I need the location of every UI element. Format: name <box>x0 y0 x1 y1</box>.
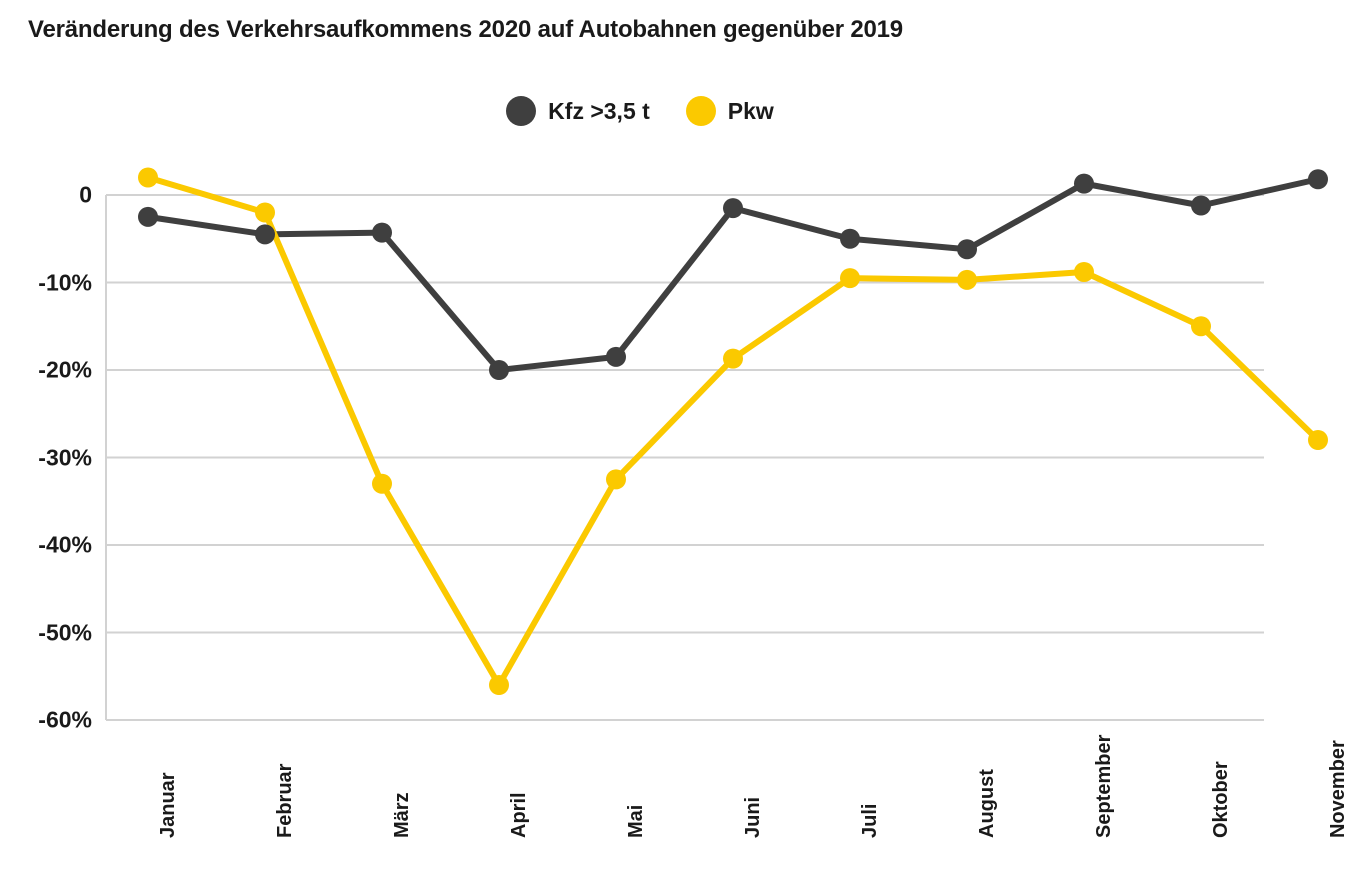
x-axis-tick-label: Oktober <box>1210 761 1232 838</box>
y-axis-tick-label: -60% <box>38 706 92 733</box>
data-point[interactable] <box>138 207 158 227</box>
y-axis-tick-label: -20% <box>38 356 92 383</box>
data-point[interactable] <box>1074 174 1094 194</box>
x-axis-tick-label: Mai <box>625 804 647 838</box>
data-point[interactable] <box>840 229 860 249</box>
data-point[interactable] <box>840 268 860 288</box>
y-axis-tick-label: -30% <box>38 444 92 470</box>
y-axis-tick-label: -40% <box>38 531 92 558</box>
page-title: Veränderung des Verkehrsaufkommens 2020 auf Autobahnen gegenüber 2019 <box>28 16 903 43</box>
data-point[interactable] <box>1308 430 1328 450</box>
data-point[interactable] <box>372 223 392 243</box>
y-axis-tick-label: -10% <box>38 269 92 295</box>
data-point[interactable] <box>489 675 509 695</box>
data-point[interactable] <box>957 239 977 259</box>
legend-label-pkw: Pkw <box>727 97 774 124</box>
data-point[interactable] <box>606 347 626 367</box>
legend-label-kfz: Kfz >3,5 t <box>548 97 650 124</box>
data-point[interactable] <box>489 360 509 380</box>
data-point[interactable] <box>723 349 743 369</box>
x-axis-tick-label: Februar <box>274 763 296 838</box>
x-axis-tick-label: September <box>1093 734 1115 838</box>
x-axis-tick-label: Juli <box>859 803 881 838</box>
y-axis-tick-label: 0 <box>79 181 92 208</box>
data-point[interactable] <box>255 224 275 244</box>
x-axis-tick-label: Juni <box>742 796 764 838</box>
data-point[interactable] <box>255 203 275 223</box>
x-axis-tick-label: April <box>508 792 530 838</box>
data-point[interactable] <box>606 469 626 489</box>
data-point[interactable] <box>1074 262 1094 282</box>
data-point[interactable] <box>957 270 977 290</box>
data-point[interactable] <box>372 474 392 494</box>
x-axis-tick-label: März <box>391 792 413 838</box>
data-point[interactable] <box>1191 316 1211 336</box>
series-line-pkw <box>148 178 1318 686</box>
data-point[interactable] <box>723 198 743 218</box>
data-point[interactable] <box>138 168 158 188</box>
data-point[interactable] <box>1191 196 1211 216</box>
x-axis-tick-label: Januar <box>157 772 179 838</box>
x-axis-tick-label: August <box>976 769 998 838</box>
y-axis-tick-label: -50% <box>38 619 92 645</box>
x-axis-tick-label: November <box>1327 740 1349 838</box>
data-point[interactable] <box>1308 169 1328 189</box>
